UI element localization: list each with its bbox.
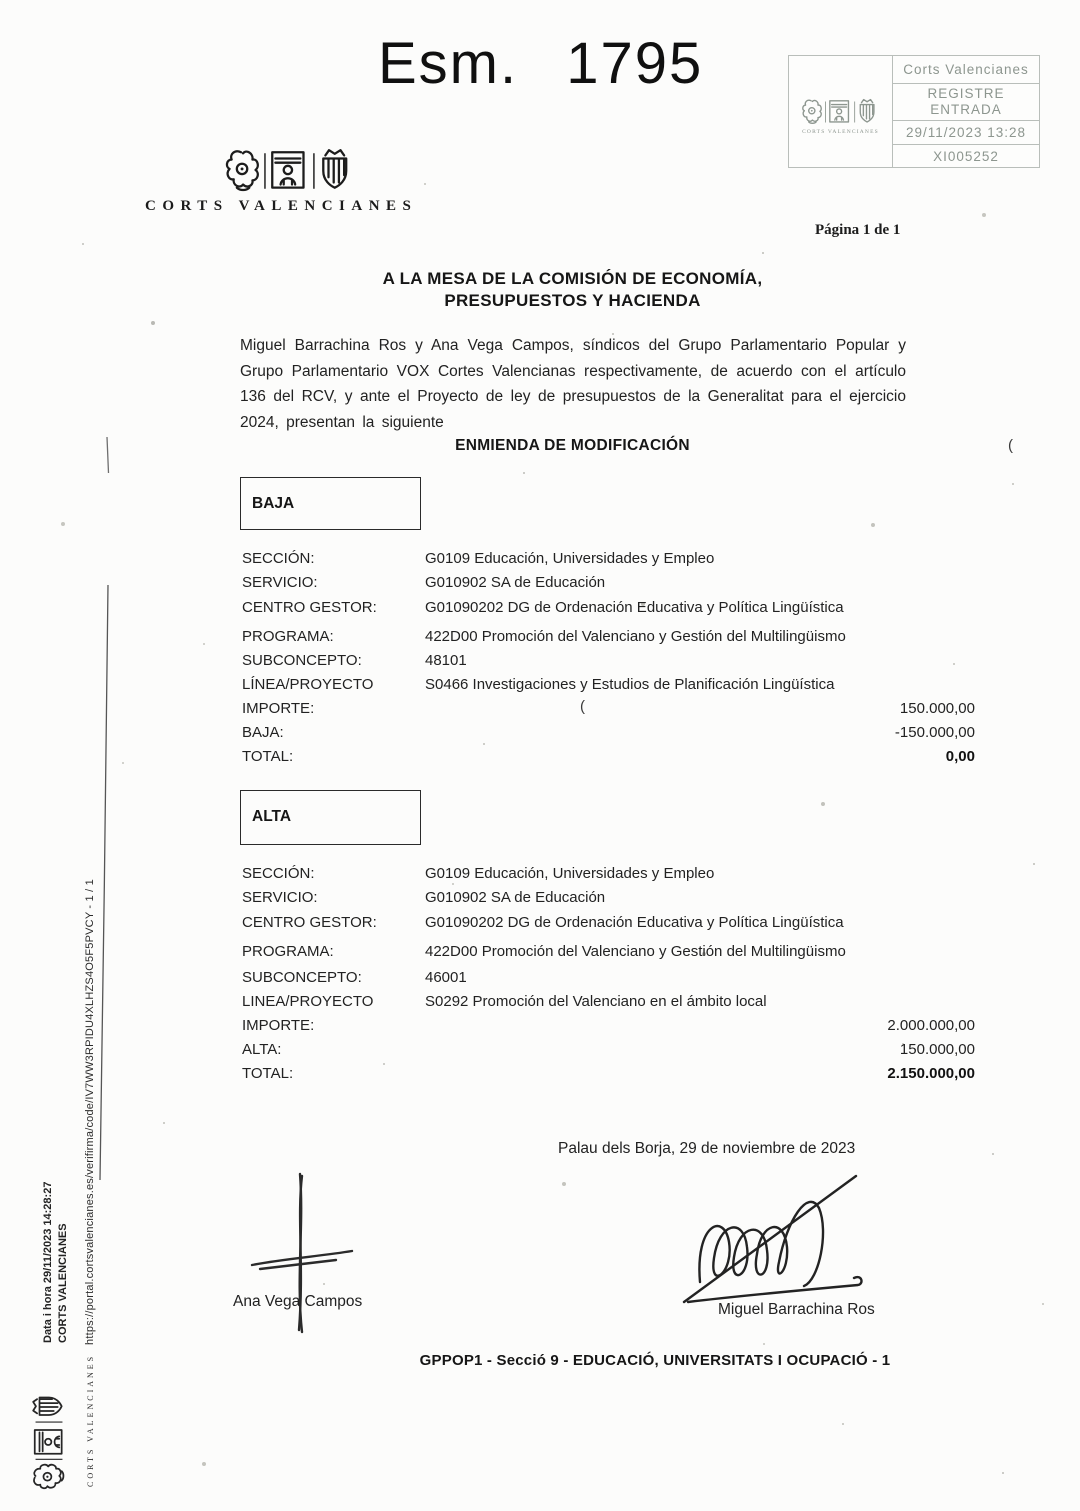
field-label: SECCIÓN:	[242, 865, 315, 882]
scan-noise	[0, 0, 2, 2]
corts-valencianes-emblem-icon	[222, 146, 360, 196]
amount-label: ALTA:	[242, 1041, 282, 1058]
alta-amount-alta	[242, 1041, 975, 1058]
alta-field-centro-gestor	[242, 914, 1000, 931]
amount-label: IMPORTE:	[242, 700, 315, 717]
document-heading	[240, 268, 905, 312]
amount-value: 150.000,00	[899, 700, 975, 717]
stamp-logo-caption: CORTS VALENCIANES	[802, 128, 879, 135]
field-value: 46001	[425, 969, 467, 986]
field-value: G0109 Educación, Universidades y Empleo	[425, 865, 715, 882]
baja-amount-importe	[242, 700, 975, 717]
scan-stray-mark: (	[580, 698, 585, 715]
heading-line-2: PRESUPUESTOS Y HACIENDA	[444, 291, 701, 310]
corts-valencianes-emblem-icon	[800, 97, 882, 127]
page-indicator: Página 1 de 1	[815, 222, 901, 238]
field-label: PROGRAMA:	[242, 628, 334, 645]
alta-field-programa	[242, 943, 1000, 960]
verifirma-url: https://portal.cortsvalencianes.es/verifirma/code/IV7WW3RPIDU4XLHZS4O5F5PVCY - 1 / 1	[84, 879, 96, 1345]
registry-entry-stamp	[788, 55, 1040, 168]
verifirma-datetime: Data i hora 29/11/2023 14:28:27	[42, 1181, 54, 1343]
alta-field-linea-proyecto	[242, 993, 1000, 1010]
field-label: PROGRAMA:	[242, 943, 334, 960]
baja-amount-baja	[242, 724, 975, 741]
amendment-type-heading: ENMIENDA DE MODIFICACIÓN	[455, 437, 690, 454]
field-label: SUBCONCEPTO:	[242, 652, 362, 669]
amount-value: 2.150.000,00	[887, 1065, 975, 1082]
baja-field-subconcepto	[242, 652, 1000, 669]
field-label: CENTRO GESTOR:	[242, 599, 377, 616]
field-value: 422D00 Promoción del Valenciano y Gestión del Multilingüismo	[425, 628, 846, 645]
field-value: S0292 Promoción del Valenciano en el ámbito local	[425, 993, 767, 1010]
stamp-text-cells	[893, 56, 1039, 167]
baja-field-linea-proyecto	[242, 676, 1000, 693]
stamp-registre-entrada	[893, 84, 1039, 122]
amount-value: 2.000.000,00	[887, 1017, 975, 1034]
corner-logo-caption: CORTS VALENCIANES	[86, 1353, 95, 1487]
field-value: G01090202 DG de Ordenación Educativa y Política Lingüística	[425, 914, 844, 931]
field-value: S0466 Investigaciones y Estudios de Planificación Lingüística	[425, 676, 835, 693]
amount-label: TOTAL:	[242, 1065, 294, 1082]
stamp-logo-cell	[789, 56, 893, 167]
letterhead-caption: CORTS VALENCIANES	[145, 198, 418, 214]
field-value: G01090202 DG de Ordenación Educativa y Política Lingüística	[425, 599, 844, 616]
signature-ana-vega-campos	[240, 1172, 360, 1337]
field-value: 48101	[425, 652, 467, 669]
alta-field-subconcepto	[242, 969, 1000, 986]
amount-value: 0,00	[945, 748, 975, 765]
footer-reference-line: GPPOP1 - Secció 9 - EDUCACIÓ, UNIVERSITATS I OCUPACIÓ - 1	[419, 1352, 891, 1369]
baja-field-centro-gestor	[242, 599, 1000, 616]
intro-paragraph: Miguel Barrachina Ros y Ana Vega Campos, síndicos del Grupo Parlamentario Popular y Grupo Parlamentario VOX Cortes Valencianas respectivamente, de acuerdo con el artículo 136 del RCV, y ante el Proyecto de ley de presupuestos de la Generalitat para el ejercicio 2024, presentan la siguiente	[240, 337, 906, 431]
verifirma-datetime-block	[41, 1182, 71, 1343]
field-label: SERVICIO:	[242, 574, 318, 591]
signer-name-left: Ana Vega Campos	[233, 1293, 363, 1310]
signer-name-right: Miguel Barrachina Ros	[718, 1301, 875, 1318]
corner-logo-wrapper	[30, 1387, 73, 1492]
amount-label: IMPORTE:	[242, 1017, 315, 1034]
corts-valencianes-emblem-icon	[30, 1387, 68, 1492]
stamp-org: Corts Valencianes	[893, 56, 1039, 84]
baja-field-programa	[242, 628, 1000, 645]
stamp-registre: REGISTRE	[927, 86, 1005, 102]
field-label: SECCIÓN:	[242, 550, 315, 567]
stamp-entrada: ENTRADA	[930, 102, 1002, 118]
alta-amount-importe	[242, 1017, 975, 1034]
baja-field-servicio	[242, 574, 1000, 591]
baja-field-seccion	[242, 550, 1000, 567]
amount-label: BAJA:	[242, 724, 284, 741]
field-label: LINEA/PROYECTO	[242, 993, 374, 1010]
amount-label: TOTAL:	[242, 748, 294, 765]
field-label: LÍNEA/PROYECTO	[242, 676, 374, 693]
field-value: G010902 SA de Educación	[425, 574, 606, 591]
field-value: G010902 SA de Educación	[425, 889, 606, 906]
field-label: SERVICIO:	[242, 889, 318, 906]
stamp-entry-code: XI005252	[933, 148, 999, 164]
baja-box: BAJA	[240, 477, 421, 530]
baja-amount-total	[242, 748, 975, 765]
amendment-number-title: Esm. 1795	[378, 31, 704, 96]
alta-box: ALTA	[240, 790, 421, 845]
heading-line-1: A LA MESA DE LA COMISIÓN DE ECONOMÍA,	[382, 269, 763, 288]
alta-amount-total	[242, 1065, 975, 1082]
alta-field-servicio	[242, 889, 1000, 906]
amount-value: -150.000,00	[894, 724, 975, 741]
stamp-datetime: 29/11/2023 13:28	[893, 121, 1039, 145]
field-label: SUBCONCEPTO:	[242, 969, 362, 986]
verifirma-org: CORTS VALENCIANES	[57, 1223, 69, 1343]
field-value: 422D00 Promoción del Valenciano y Gestión del Multilingüismo	[425, 943, 846, 960]
alta-field-seccion	[242, 865, 1000, 882]
amount-value: 150.000,00	[899, 1041, 975, 1058]
field-value: G0109 Educación, Universidades y Empleo	[425, 550, 715, 567]
place-date-line: Palau dels Borja, 29 de noviembre de 2023	[558, 1140, 856, 1157]
signature-miguel-barrachina-ros	[668, 1162, 883, 1317]
field-label: CENTRO GESTOR:	[242, 914, 377, 931]
scan-stray-mark: (	[1008, 437, 1013, 454]
